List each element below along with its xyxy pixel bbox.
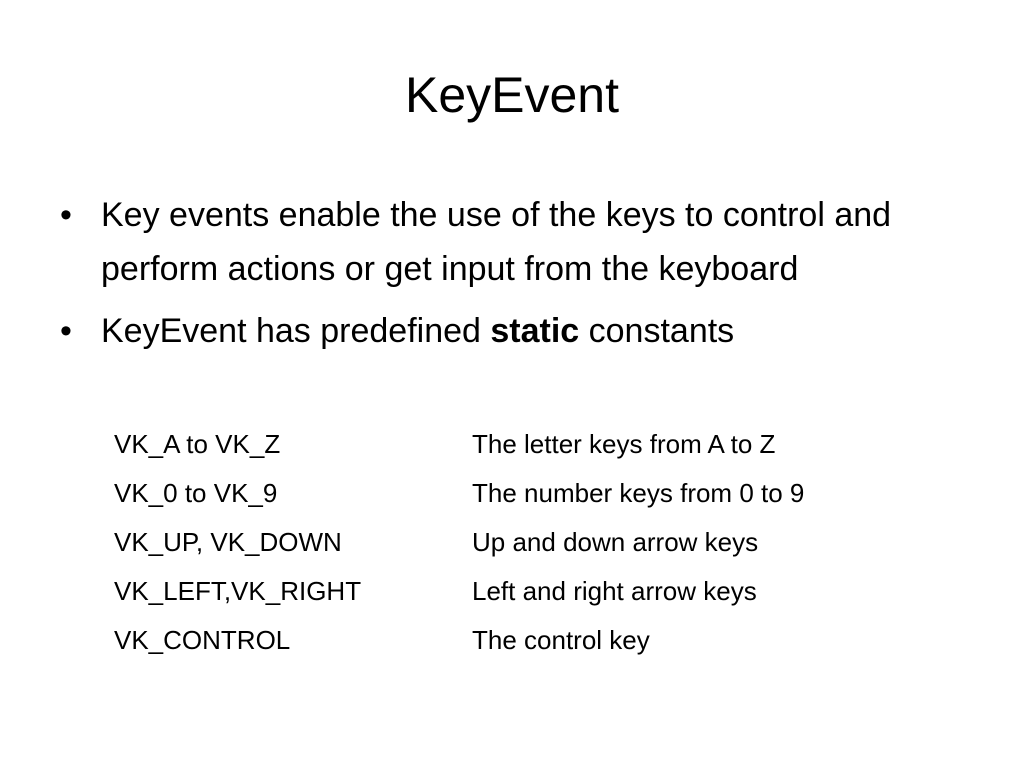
bullet-text-before: KeyEvent has predefined <box>101 312 491 350</box>
constant-description: Up and down arrow keys <box>472 527 759 557</box>
table-row <box>114 616 914 665</box>
constant-description: The number keys from 0 to 9 <box>472 478 805 508</box>
constant-description: Left and right arrow keys <box>472 576 757 606</box>
constant-name: VK_UP, VK_DOWN <box>114 527 342 557</box>
bullet-point-icon: • <box>60 312 72 350</box>
constant-description: The control key <box>472 625 650 655</box>
constant-name: VK_LEFT,VK_RIGHT <box>114 576 362 606</box>
bullet-item <box>60 304 960 358</box>
table-row <box>114 469 914 518</box>
bullet-text-after: constants <box>579 312 735 350</box>
table-row <box>114 518 914 567</box>
bullet-text: Key events enable the use of the keys to control and perform actions or get input from the keyboard <box>101 196 892 288</box>
slide-title: KeyEvent <box>404 67 619 123</box>
bullet-text-bold: static <box>490 312 580 350</box>
bullet-point-icon: • <box>60 196 72 234</box>
constant-name: VK_0 to VK_9 <box>114 478 278 508</box>
table-row <box>114 567 914 616</box>
bullet-item <box>60 188 960 296</box>
constant-name: VK_A to VK_Z <box>114 429 281 459</box>
constant-description: The letter keys from A to Z <box>472 429 776 459</box>
constant-name: VK_CONTROL <box>114 625 291 655</box>
constants-table <box>114 420 914 665</box>
bullet-list <box>60 188 960 366</box>
table-row <box>114 420 914 469</box>
